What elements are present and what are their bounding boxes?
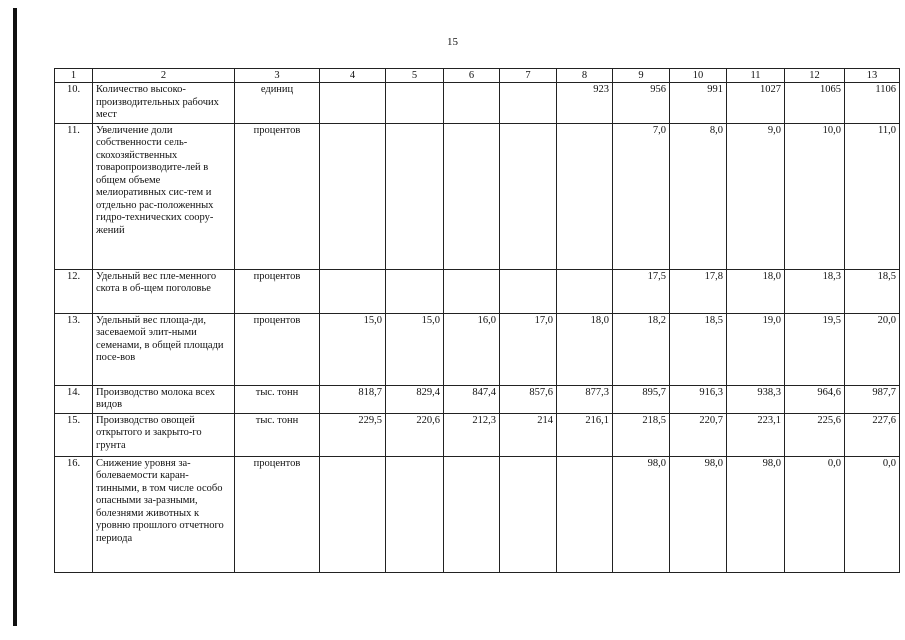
value-cell: 220,7 — [670, 413, 727, 456]
indicator-name: Производство молока всех видов — [93, 385, 235, 413]
value-cell — [444, 269, 500, 313]
column-number-12: 12 — [785, 69, 845, 83]
value-cell: 19,5 — [785, 313, 845, 385]
value-cell: 0,0 — [845, 456, 900, 572]
value-cell: 895,7 — [613, 385, 670, 413]
column-number-10: 10 — [670, 69, 727, 83]
value-cell — [444, 123, 500, 269]
unit: процентов — [235, 123, 320, 269]
value-cell: 220,6 — [386, 413, 444, 456]
value-cell: 0,0 — [785, 456, 845, 572]
value-cell — [500, 269, 557, 313]
unit: тыс. тонн — [235, 385, 320, 413]
value-cell — [444, 456, 500, 572]
value-cell: 229,5 — [320, 413, 386, 456]
value-cell: 17,8 — [670, 269, 727, 313]
value-cell — [320, 123, 386, 269]
unit: процентов — [235, 313, 320, 385]
value-cell: 857,6 — [500, 385, 557, 413]
value-cell: 218,5 — [613, 413, 670, 456]
row-number: 11. — [55, 123, 93, 269]
value-cell: 7,0 — [613, 123, 670, 269]
value-cell — [386, 123, 444, 269]
value-cell: 98,0 — [670, 456, 727, 572]
value-cell: 18,3 — [785, 269, 845, 313]
value-cell: 877,3 — [557, 385, 613, 413]
indicator-name: Увеличение доли собственности сель-скохозяйственных товаропроизводите-лей в общем объеме мелиоративных сис-тем и отдельно рас-положенных гидро-технических соору-жений — [93, 123, 235, 269]
row-number: 16. — [55, 456, 93, 572]
value-cell: 227,6 — [845, 413, 900, 456]
column-number-5: 5 — [386, 69, 444, 83]
value-cell: 20,0 — [845, 313, 900, 385]
column-number-11: 11 — [727, 69, 785, 83]
indicator-name: Удельный вес площа-ди, засеваемой элит-ными семенами, в общей площади посе-вов — [93, 313, 235, 385]
column-number-7: 7 — [500, 69, 557, 83]
value-cell: 18,2 — [613, 313, 670, 385]
indicators-table — [54, 68, 900, 573]
value-cell — [386, 269, 444, 313]
value-cell — [444, 83, 500, 124]
column-number-9: 9 — [613, 69, 670, 83]
value-cell: 15,0 — [386, 313, 444, 385]
indicator-name: Производство овощей открытого и закрыто-го грунта — [93, 413, 235, 456]
value-cell: 1106 — [845, 83, 900, 124]
value-cell: 225,6 — [785, 413, 845, 456]
column-number-3: 3 — [235, 69, 320, 83]
table-row — [55, 385, 900, 413]
value-cell: 8,0 — [670, 123, 727, 269]
value-cell: 18,5 — [845, 269, 900, 313]
value-cell — [557, 123, 613, 269]
value-cell: 10,0 — [785, 123, 845, 269]
value-cell: 212,3 — [444, 413, 500, 456]
column-number-13: 13 — [845, 69, 900, 83]
column-number-row — [55, 69, 900, 83]
value-cell: 829,4 — [386, 385, 444, 413]
value-cell: 956 — [613, 83, 670, 124]
unit: процентов — [235, 456, 320, 572]
value-cell: 18,0 — [557, 313, 613, 385]
unit: единиц — [235, 83, 320, 124]
value-cell: 16,0 — [444, 313, 500, 385]
value-cell — [557, 269, 613, 313]
column-number-8: 8 — [557, 69, 613, 83]
table-row — [55, 456, 900, 572]
value-cell — [386, 83, 444, 124]
column-number-2: 2 — [93, 69, 235, 83]
indicator-name: Снижение уровня за-болеваемости каран-тинными, в том числе особо опасными за-разными, болезнями животных к уровню прошлого отчетного периода — [93, 456, 235, 572]
row-number: 10. — [55, 83, 93, 124]
value-cell: 15,0 — [320, 313, 386, 385]
row-number: 13. — [55, 313, 93, 385]
table-row — [55, 313, 900, 385]
table-row — [55, 269, 900, 313]
indicator-name: Количество высоко-производительных рабочих мест — [93, 83, 235, 124]
value-cell: 847,4 — [444, 385, 500, 413]
value-cell: 991 — [670, 83, 727, 124]
value-cell: 1027 — [727, 83, 785, 124]
unit: тыс. тонн — [235, 413, 320, 456]
value-cell: 17,5 — [613, 269, 670, 313]
value-cell — [320, 269, 386, 313]
value-cell: 964,6 — [785, 385, 845, 413]
column-number-4: 4 — [320, 69, 386, 83]
unit: процентов — [235, 269, 320, 313]
value-cell: 18,5 — [670, 313, 727, 385]
value-cell: 18,0 — [727, 269, 785, 313]
value-cell: 223,1 — [727, 413, 785, 456]
table-row — [55, 123, 900, 269]
value-cell: 916,3 — [670, 385, 727, 413]
value-cell: 11,0 — [845, 123, 900, 269]
value-cell: 987,7 — [845, 385, 900, 413]
value-cell — [500, 123, 557, 269]
table-body — [55, 83, 900, 573]
value-cell: 9,0 — [727, 123, 785, 269]
value-cell — [320, 456, 386, 572]
row-number: 15. — [55, 413, 93, 456]
row-number: 12. — [55, 269, 93, 313]
value-cell — [500, 456, 557, 572]
table-row — [55, 83, 900, 124]
value-cell: 1065 — [785, 83, 845, 124]
row-number: 14. — [55, 385, 93, 413]
table-row — [55, 413, 900, 456]
value-cell: 938,3 — [727, 385, 785, 413]
indicator-name: Удельный вес пле-менного скота в об-щем поголовье — [93, 269, 235, 313]
value-cell: 19,0 — [727, 313, 785, 385]
value-cell: 216,1 — [557, 413, 613, 456]
value-cell — [500, 83, 557, 124]
value-cell: 98,0 — [727, 456, 785, 572]
value-cell: 17,0 — [500, 313, 557, 385]
value-cell: 923 — [557, 83, 613, 124]
value-cell: 818,7 — [320, 385, 386, 413]
page-number: 15 — [447, 36, 458, 48]
column-number-6: 6 — [444, 69, 500, 83]
value-cell — [386, 456, 444, 572]
binding-bar — [13, 8, 17, 626]
value-cell: 98,0 — [613, 456, 670, 572]
value-cell — [557, 456, 613, 572]
value-cell: 214 — [500, 413, 557, 456]
column-number-1: 1 — [55, 69, 93, 83]
value-cell — [320, 83, 386, 124]
